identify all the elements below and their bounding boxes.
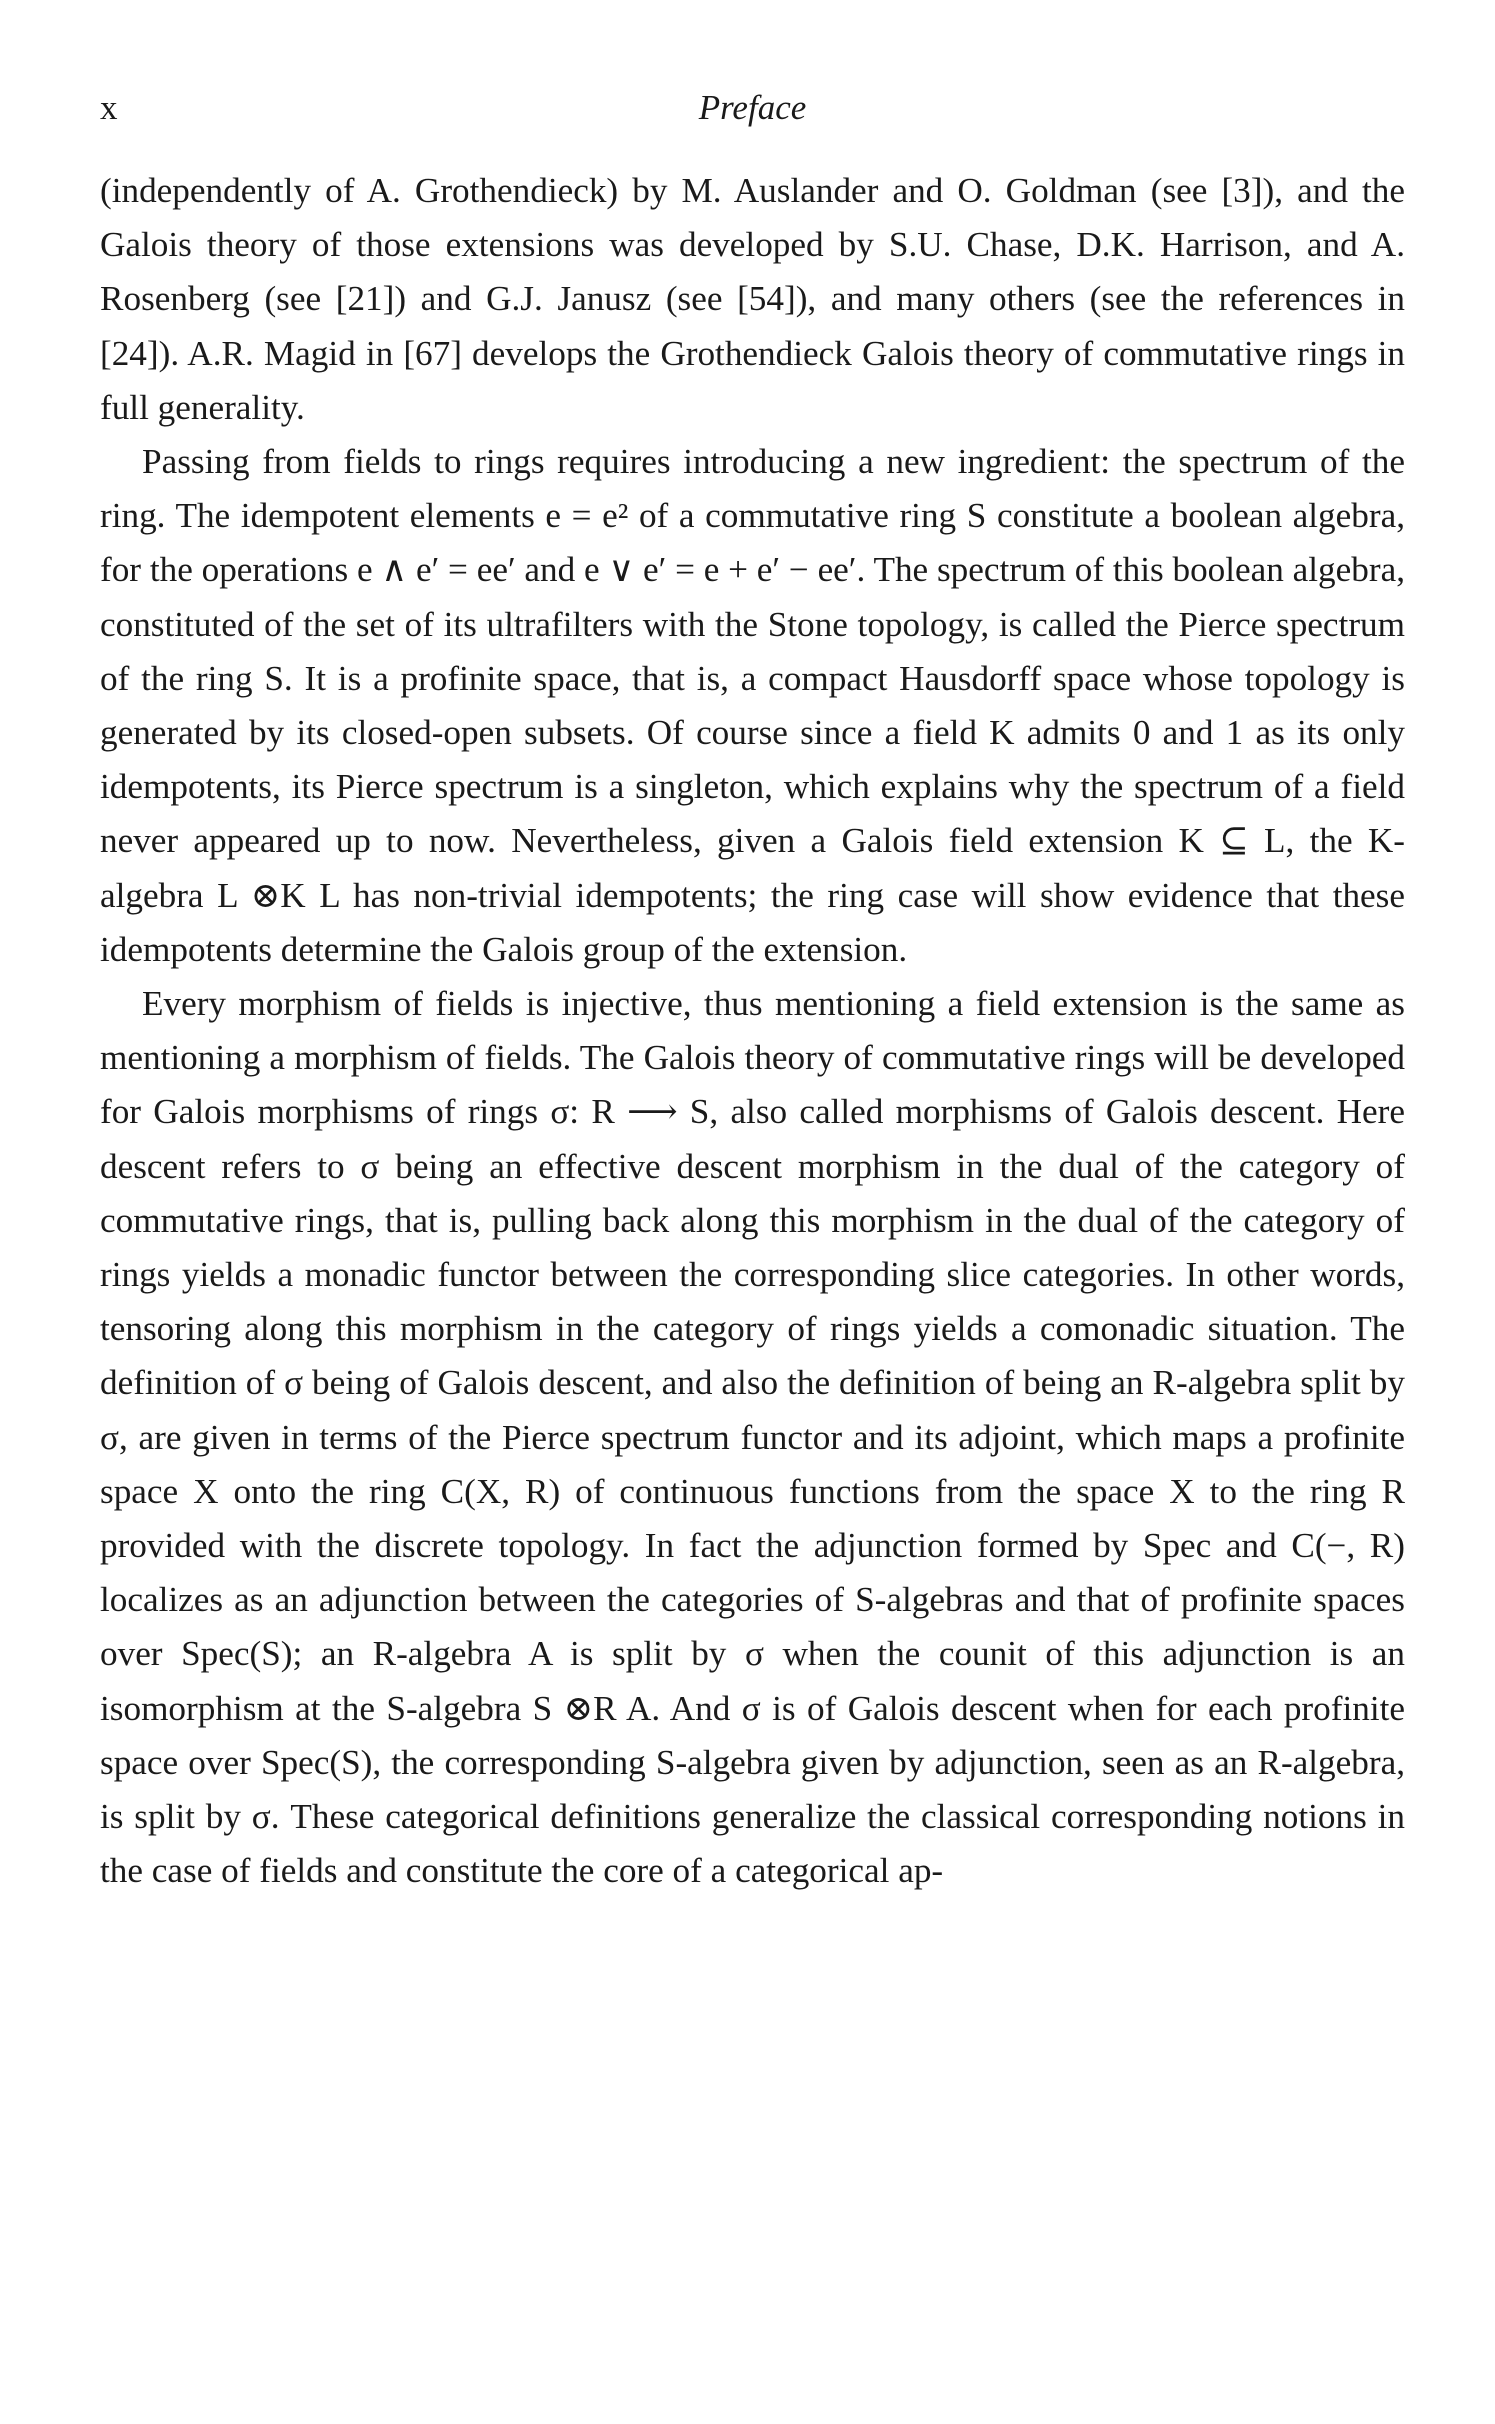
paragraph-1: (independently of A. Grothendieck) by M. Auslander and O. Goldman (see [3]), and the Galois theory of those extensions was developed by S.U. Chase, D.K. Harrison, and A. Rosenberg (see [21]) and G.J. Janusz (see [54]), and many others (see the references in [24]). A.R. Magid in [67] develops the Grothendieck Galois theory of commutative rings in full generality.: [100, 171, 1405, 427]
paragraph-2: Passing from fields to rings requires introducing a new ingredient: the spectrum of the ring. The idempotent elements e = e² of a commutative ring S constitute a boolean algebra, for the operations e ∧ e′ = ee′ and e ∨ e′ = e + e′ − ee′. The spectrum of this boolean algebra, constituted of the set of its ultrafilters with the Stone topology, is called the Pierce spectrum of the ring S. It is a profinite space, that is, a compact Hausdorff space whose topology is generated by its closed-open subsets. Of course since a field K admits 0 and 1 as its only idempotents, its Pierce spectrum is a singleton, which explains why the spectrum of a field never appeared up to now. Nevertheless, given a Galois field extension K ⊆ L, the K-algebra L ⊗K L has non-trivial idempotents; the ring case will show evidence that these idempotents determine the Galois group of the extension.: [100, 442, 1405, 969]
book-page: [100, 88, 1405, 1899]
body-text: [100, 164, 1405, 1899]
running-head: [100, 88, 1405, 148]
running-title: Preface: [698, 88, 807, 127]
paragraph-3: Every morphism of fields is injective, thus mentioning a field extension is the same as mentioning a morphism of fields. The Galois theory of commutative rings will be developed for Galois morphisms of rings σ: R ⟶ S, also called morphisms of Galois descent. Here descent refers to σ being an effective descent morphism in the dual of the category of commutative rings, that is, pulling back along this morphism in the dual of the category of rings yields a monadic functor between the corresponding slice categories. In other words, tensoring along this morphism in the category of rings yields a comonadic situation. The definition of σ being of Galois descent, and also the definition of being an R-algebra split by σ, are given in terms of the Pierce spectrum functor and its adjoint, which maps a profinite space X onto the ring C(X, R) of continuous functions from the space X to the ring R provided with the discrete topology. In fact the adjunction formed by Spec and C(−, R) localizes as an adjunction between the categories of S-algebras and that of profinite spaces over Spec(S); an R-algebra A is split by σ when the counit of this adjunction is an isomorphism at the S-algebra S ⊗R A. And σ is of Galois descent when for each profinite space over Spec(S), the corresponding S-algebra given by adjunction, seen as an R-algebra, is split by σ. These categorical definitions generalize the classical corresponding notions in the case of fields and constitute the core of a categorical ap-: [100, 984, 1405, 1891]
page-number: x: [100, 88, 118, 127]
